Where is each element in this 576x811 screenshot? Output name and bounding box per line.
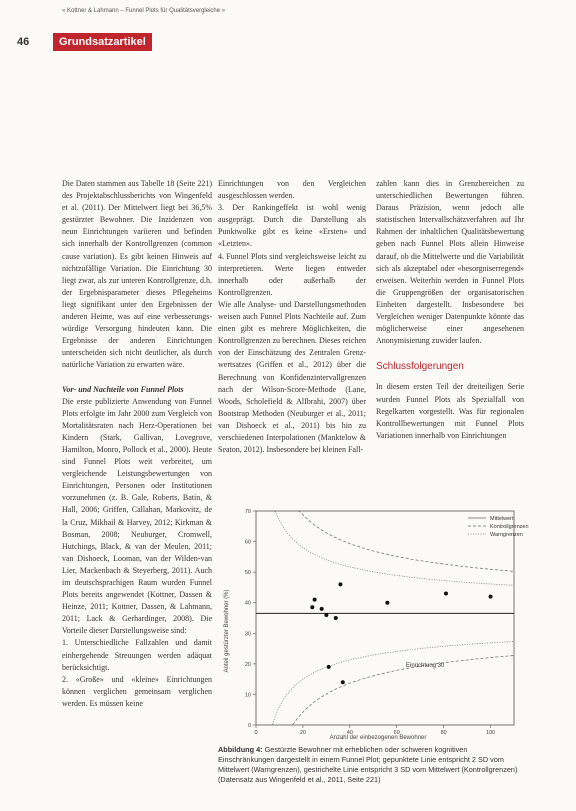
- warning-limit-upper: [268, 511, 514, 585]
- paragraph: Die Daten stammen aus Tabelle 18 (Seite 221) des Projektabschlussberichts von Wingenfeld et al. (2011). Der Mittelwert liegt bei 36,5% gestürzter Bewohner. Die Inzidenzen von neun Einrichtungen variieren und befinden sich innerhalb der Kontrollgrenzen (common cause variation). Es gibt keinen Hinweis auf nichtzufällige Variation. Die Einrichtung 30 liegt zwar, als zur unteren Kontrollgrenze, d.h. der Ergebnisparameter dieses Pflegeheims liegt signifikant unter den Ergebnissen der anderen Heime, was auf eine verbesserungswürdige Versorgung hindeuten kann. Die Ergebnisse der anderen Einrichtungen unterscheiden sich nicht deutlicher, als durch natürliche Variation zu erwarten wäre.: [62, 179, 212, 370]
- y-tick-label: 70: [244, 509, 251, 515]
- section-heading: Schlussfolgerungen: [376, 361, 464, 373]
- data-point: [313, 598, 317, 602]
- column-3: [376, 178, 524, 442]
- x-tick-label: 40: [346, 730, 353, 736]
- legend-label: Warngrenzen: [490, 532, 523, 538]
- caption-label: Abbildung 4:: [218, 745, 263, 754]
- x-tick-label: 0: [254, 730, 258, 736]
- y-tick-label: 30: [244, 631, 251, 638]
- running-head: « Kottner & Lahmann – Funnel Plots für Qualitätsvergleiche »: [62, 8, 226, 14]
- y-tick-label: 10: [244, 692, 251, 699]
- legend: [468, 516, 529, 538]
- x-tick-label: 100: [485, 730, 496, 736]
- chart-curves: [256, 511, 514, 725]
- y-tick-label: 50: [244, 570, 251, 577]
- funnel-plot-chart: [218, 503, 529, 741]
- paragraph: Einrichtungen von den Vergleichen ausgeschlossen werden.: [218, 179, 366, 201]
- data-point: [338, 582, 342, 586]
- paragraph: Wie alle Analyse- und Darstellungsmethoden weisen auch Funnel Plots Nachteile auf. Zum einen gibt es mehrere Möglichkeiten, die Kontrollgrenzen zu berechnen. Dieses reichen von der Einschätzung des Zentralen Grenzwertsatzes (Griffen et al., 2012) über die Berechnung von Konfidenzintervallgrenzen nach der Wilson-Score-Methode (Lane, Woods, Scholefield & AlIbrahi, 2007) über Bootstrap Methoden (Neuburger et al., 2011; van Dishoeck et al., 2011) bis hin zu verschiedenen Interpolationen (Manktelow & Seaton, 2012). Insbesondere bei kleinen Fall-: [218, 299, 366, 455]
- x-axis-label: Anzahl der einbezogenen Bewohner: [329, 735, 427, 741]
- x-tick-label: 20: [299, 730, 306, 736]
- x-tick-label: 60: [393, 730, 400, 736]
- y-tick-label: 0: [247, 723, 251, 729]
- list-item: 3. Der Rankingeffekt ist wohl wenig ausgeprägt. Durch die Darstellung als Punktwolke gibt es keine «Ersten» und «Letzten».: [218, 203, 366, 249]
- column-1: [62, 178, 212, 710]
- y-tick-label: 20: [244, 661, 251, 668]
- list-item: 2. «Große» und «kleine» Einrichtungen können verglichen gemeinsam verglichen werden. Es müssen keine: [62, 674, 212, 708]
- column-2: [218, 178, 366, 456]
- y-axis-label: Anteil gestürzter Bewohner (%): [224, 589, 230, 673]
- chart-points: [310, 582, 492, 684]
- legend-label: Mittelwert: [490, 516, 514, 522]
- list-item: 1. Unterschiedliche Fallzahlen und damit einhergehende Streuungen werden adäquat berücksichtigt.: [62, 638, 212, 672]
- chart-axes: [245, 509, 514, 736]
- data-point: [489, 595, 493, 599]
- section-title: Grundsatzartikel: [53, 33, 152, 51]
- paragraph: Die erste publizierte Anwendung von Funnel Plots erfolgte im Jahr 2000 zum Vergleich von Mortalitätsraten nach Herz-Operationen bei Kindern (Stark, Gallivan, Lovegrove, Hamilton, Monro, Pollock et al., 2000). Heute sind Funnel Plots weit verbreitet, um vergleichende Leistungsbewertungen von Einrichtungen, Personen oder Institutionen vorzunehmen (z. B. Gale, Roberts, Batin, & Hall, 2006; Griffen, Callahan, Markovitz, de la Cruz, Mikhail & Harvey, 2012; Kirkman & Bosman, 2008; Neuburger, Cromwell, Hutchings, Black, & van der Meulen, 2011; van Dishoeck, Looman, van der Wilden-van Lier, Mackenbach & Steyerberg, 2011). Auch im deutschsprachigen Raum wurden Funnel Plots bereits angewendet (Kottner, Dassen & Heinze, 2011; Kottner, Dassen, & Lahmann, 2011; Lack & Gerhardinger, 2008). Die Vorteile dieser Darstellungsweise sind:: [62, 396, 212, 636]
- data-point: [385, 601, 389, 605]
- funnel-plot-figure: [218, 503, 529, 741]
- control-limit-lower: [268, 656, 514, 726]
- data-point: [310, 605, 314, 609]
- page-number: 46: [17, 36, 30, 48]
- plot-frame: [256, 511, 514, 725]
- caption-text: Gestürzte Bewohner mit erheblichen oder schweren kognitiven Einschränkungen dargestellt in einem Funnel Plot; gepunktete Linie entspricht 2 SD vom Mittelwert (Warngrenzen), gestrichelte Linie entspricht 3 SD vom Mittelwert (Kontrollgrenzen) (Datensatz aus Wingenfeld et al., 2011, Seite 221): [218, 745, 518, 784]
- data-point: [327, 665, 331, 669]
- paragraph: zahlen kann dies in Grenzbereichen zu unterschiedlichen Bewertungen führen. Daraus Präzision, wenn jedoch alle statistischen Intervallschätzverfahren auf Ihr Rahmen der inhaltlichen Qualitätsbewertung geben nach Funnel Plots allein Hinweise darauf, ob die Mittelwerte und die Variabilität sich als akzeptabel oder «besorgniserregend» erweisen. Weiterhin werden in Funnel Plots die Gruppengrößen der organisatorischen Einheiten dargestellt. Insbesondere bei Vergleichen weniger Datenpunkte könnte das möglicherweise einer angesehenen Anonymisierung zuwider laufen.: [376, 179, 524, 346]
- data-point: [444, 592, 448, 596]
- page-header: [14, 33, 162, 51]
- data-point: [334, 616, 338, 620]
- y-tick-label: 40: [244, 600, 251, 607]
- y-tick-label: 60: [244, 539, 251, 546]
- warning-limit-lower: [268, 642, 514, 726]
- annotation-label: Einrichtung 30: [406, 663, 445, 669]
- list-item: 4. Funnel Plots sind vergleichsweise leicht zu interpretieren. Werte liegen entweder innerhalb oder außerhalb der Kontrollgrenzen.: [218, 251, 366, 297]
- data-point: [341, 680, 345, 684]
- x-tick-label: 80: [440, 730, 447, 736]
- figure-caption: [218, 745, 524, 785]
- paragraph: In diesem ersten Teil der dreiteiligen Serie wurden Funnel Plots als Spezialfall von Regelkarten vorgestellt. Was für regionalen Kontrollbewertungen mit Funnel Plots Variationen innerhalb von Einrichtungen: [376, 382, 524, 440]
- data-point: [320, 607, 324, 611]
- data-point: [324, 613, 328, 617]
- legend-label: Kontrollgrenzen: [490, 524, 529, 530]
- control-limit-upper: [268, 511, 514, 571]
- subheading: Vor- und Nachteile von Funnel Plots: [62, 384, 184, 394]
